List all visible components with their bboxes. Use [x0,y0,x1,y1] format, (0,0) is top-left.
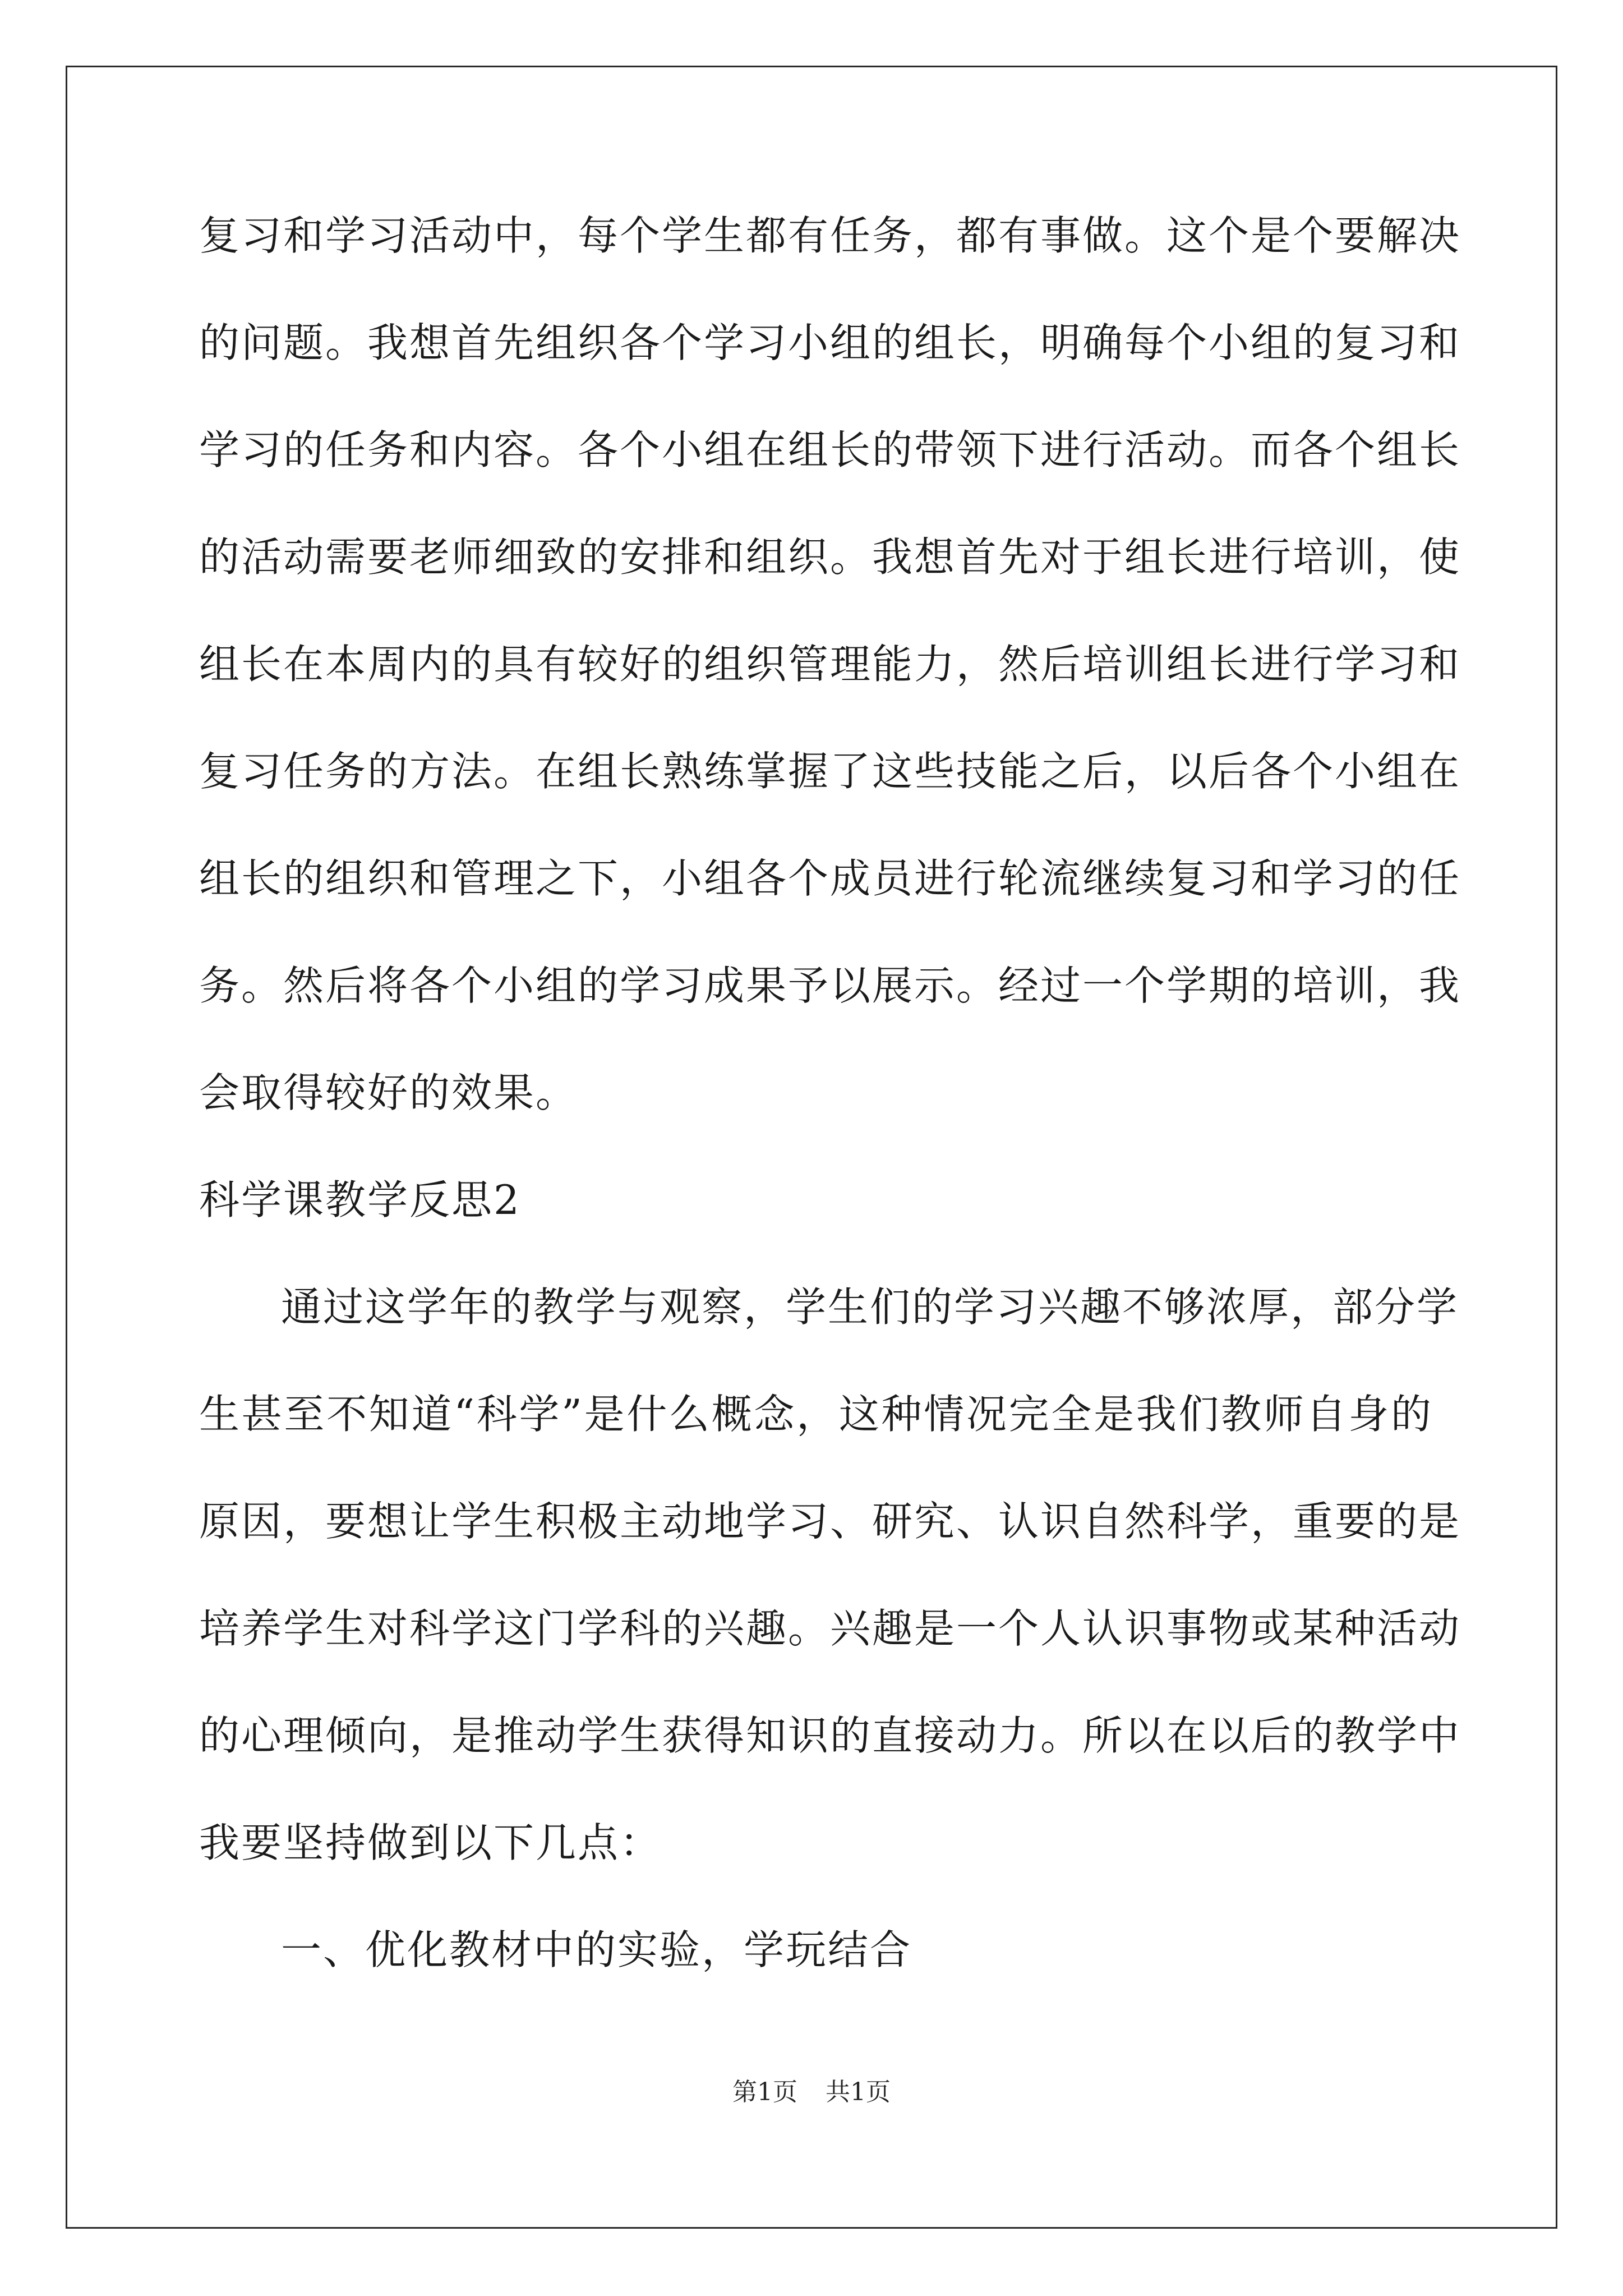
paragraph-line: 务。然后将各个小组的学习成果予以展示。经过一个学期的培训，我 [199,962,1461,1009]
page-number: 第1页 [732,2078,797,2106]
paragraph-line: 生甚至不知道“科学”是什么概念，这种情况完全是我们教师自身的 [199,1391,1433,1438]
paragraph-line: 复习和学习活动中，每个学生都有任务，都有事做。这个是个要解决 [199,212,1461,259]
paragraph-line: 组长在本周内的具有较好的组织管理能力，然后培训组长进行学习和 [199,641,1461,688]
paragraph-line: 的心理倾向，是推动学生获得知识的直接动力。所以在以后的教学中 [199,1712,1461,1759]
paragraph-line: 原因，要想让学生积极主动地学习、研究、认识自然科学，重要的是 [199,1498,1461,1545]
paragraph-line: 通过这学年的教学与观察，学生们的学习兴趣不够浓厚，部分学 [281,1283,1459,1331]
page-total: 共1页 [826,2078,891,2106]
paragraph-line: 复习任务的方法。在组长熟练掌握了这些技能之后，以后各个小组在 [199,748,1461,795]
paragraph-line: 的问题。我想首先组织各个学习小组的组长，明确每个小组的复习和 [199,319,1461,366]
paragraph-line: 培养学生对科学这门学科的兴趣。兴趣是一个人认识事物或某种活动 [199,1605,1461,1652]
subheading-line: 一、优化教材中的实验，学玩结合 [281,1926,912,1973]
paragraph-line: 组长的组织和管理之下，小组各个成员进行轮流继续复习和学习的任 [199,855,1461,902]
paragraph-line: 学习的任务和内容。各个小组在组长的带领下进行活动。而各个组长 [199,426,1461,473]
page-footer [0,2076,1623,2109]
document-body [199,208,1461,2029]
paragraph-line: 我要坚持做到以下几点： [199,1819,662,1866]
paragraph-line: 的活动需要老师细致的安排和组织。我想首先对于组长进行培训，使 [199,533,1461,581]
section-title: 科学课教学反思2 [199,1176,521,1223]
paragraph-line: 会取得较好的效果。 [199,1069,578,1116]
